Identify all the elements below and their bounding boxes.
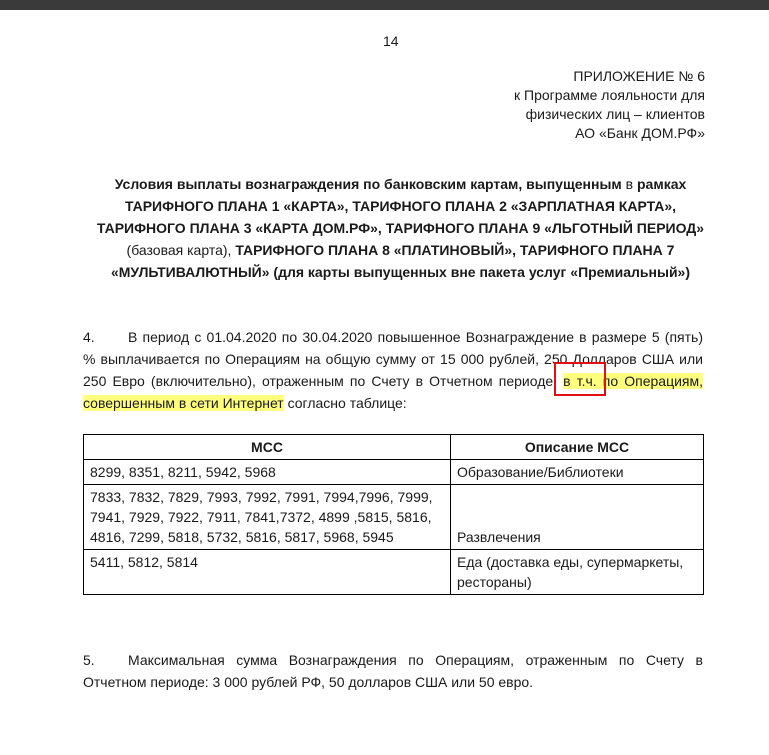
title-part: (базовая карта), [126, 242, 232, 258]
red-annotation-box [554, 362, 606, 396]
mcc-description-cell: Еда (доставка еды, супермаркеты, рестораны) [451, 550, 704, 595]
mcc-description-cell: Развлечения [451, 485, 704, 550]
column-header-description: Описание MCC [451, 435, 704, 460]
appendix-line: АО «Банк ДОМ.РФ» [575, 125, 705, 141]
document-title [92, 173, 709, 283]
viewer-top-bar [0, 0, 769, 10]
paragraph-text: Максимальная сумма Вознаграждения по Операциям, отраженным по Счету в Отчетном периоде: 3 000 рублей РФ, 50 долларов США или 50 евро. [83, 652, 703, 690]
appendix-header [514, 67, 705, 143]
mcc-table [83, 434, 704, 595]
page-number: 14 [383, 33, 399, 49]
paragraph-text: согласно таблице: [287, 395, 407, 411]
appendix-title: ПРИЛОЖЕНИЕ № 6 [573, 68, 705, 84]
paragraph-4 [83, 326, 703, 414]
title-part: в [625, 176, 634, 192]
paragraph-5 [83, 649, 703, 693]
paragraph-number: 4. [83, 329, 95, 345]
title-part: Условия выплаты вознаграждения по банковским картам, выпущенным [114, 176, 622, 192]
table-header-row [84, 435, 704, 460]
title-part: ТАРИФНОГО ПЛАНА 8 «ПЛАТИНОВЫЙ», ТАРИФНОГО ПЛАНА 7 «МУЛЬТИВАЛЮТНЫЙ» (для карты выпущенных вне пакета услуг «Премиальный») [110, 242, 690, 280]
column-header-mcc: MCC [84, 435, 451, 460]
paragraph-number: 5. [83, 652, 95, 668]
table-row [84, 550, 704, 595]
table-row [84, 485, 704, 550]
highlighted-text: в т.ч. по Операциям, совершенным в сети Интернет [83, 373, 704, 411]
title-part: рамках ТАРИФНОГО ПЛАНА 1 «КАРТА», ТАРИФНОГО ПЛАНА 2 «ЗАРПЛАТНАЯ КАРТА», ТАРИФНОГО ПЛАНА 3 «КАРТА ДОМ.РФ», ТАРИФНОГО ПЛАНА 9 «ЛЬГОТНЫЙ ПЕРИОД» [96, 176, 705, 236]
mcc-codes-cell: 7833, 7832, 7829, 7993, 7992, 7991, 7994,7996, 7999, 7941, 7929, 7922, 7911, 7841,7372, 4899 ,5815, 5816, 4816, 7299, 5818, 5732, 5816, 5817, 5968, 5945 [84, 485, 451, 550]
appendix-line: к Программе лояльности для [514, 87, 705, 103]
mcc-codes-cell: 8299, 8351, 8211, 5942, 5968 [84, 460, 451, 485]
mcc-description-cell: Образование/Библиотеки [451, 460, 704, 485]
appendix-line: физических лиц – клиентов [525, 106, 705, 122]
paragraph-text: В период с 01.04.2020 по 30.04.2020 повышенное Вознаграждение в размере 5 (пять) % выплачивается по Операциям на общую сумму от 15 000 рублей, 250 Долларов США или 250 Евро (включительно), отраженным по Счету в Отчетном периоде, [83, 329, 703, 389]
mcc-codes-cell: 5411, 5812, 5814 [84, 550, 451, 595]
table-row [84, 460, 704, 485]
